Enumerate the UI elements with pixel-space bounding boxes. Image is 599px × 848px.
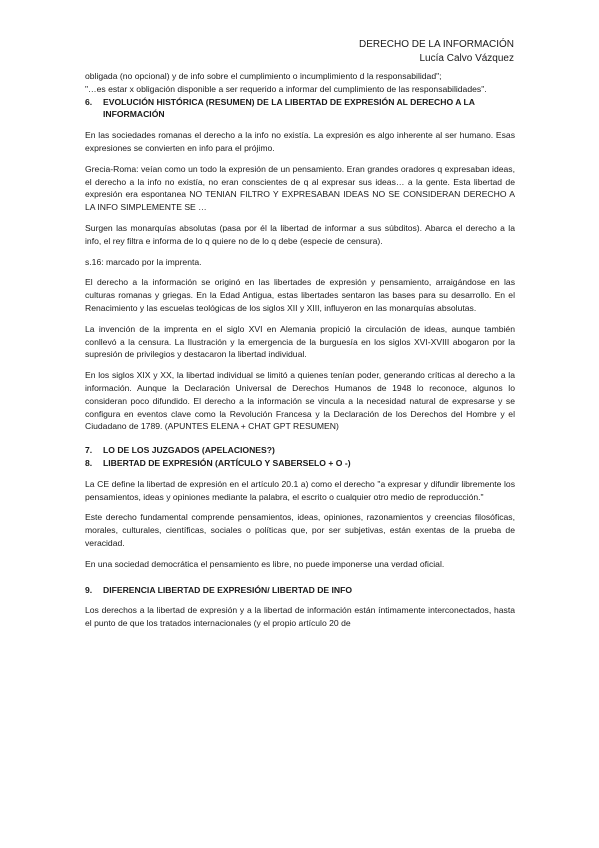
section-heading-9 bbox=[85, 584, 515, 597]
section-heading-8 bbox=[85, 457, 515, 470]
paragraph: En las sociedades romanas el derecho a la info no existía. La expresión es algo inherente al ser humano. Esas expresiones se convierten en info para el prójimo. bbox=[85, 130, 515, 153]
paragraph: La invención de la imprenta en el siglo XVI en Alemania propició la circulación de ideas, aunque también conllevó a la censura. La Ilustración y la emergencia de la burguesía en los siglos XVI-XVIII abogaron por la supresión de privilegios y destacaron la libertad individual. bbox=[85, 323, 515, 360]
document-body bbox=[85, 70, 515, 638]
spacer bbox=[85, 433, 515, 444]
section-title: DIFERENCIA LIBERTAD DE EXPRESIÓN/ LIBERTAD DE INFO bbox=[103, 584, 353, 595]
section-title: EVOLUCIÓN HISTÓRICA (RESUMEN) DE LA LIBERTAD DE EXPRESIÓN AL DERECHO A LA INFORMACIÓN bbox=[103, 96, 475, 120]
paragraph: s.16: marcado por la imprenta. bbox=[85, 256, 202, 267]
section-title: LO DE LOS JUZGADOS (APELACIONES?) bbox=[103, 445, 275, 456]
paragraph: Este derecho fundamental comprende pensamientos, ideas, opiniones, razonamientos y creencias filosóficas, morales, culturales, científicas, sociales o políticas que, por ser subjetivas, están exentas de la prueba de veracidad. bbox=[85, 512, 515, 548]
section-title: LIBERTAD DE EXPRESIÓN (ARTÍCULO Y SABERSELO + O -) bbox=[103, 457, 351, 468]
paragraph: En una sociedad democrática el pensamiento es libre, no puede imponerse una verdad oficial. bbox=[85, 558, 445, 569]
header-title: DERECHO DE LA INFORMACIÓN bbox=[358, 39, 514, 50]
paragraph: obligada (no opcional) y de info sobre el cumplimiento o incumplimiento d la responsabilidad"; bbox=[85, 71, 442, 81]
paragraph: La CE define la libertad de expresión en el artículo 20.1 a) como el derecho "a expresar y difundir libremente los pensamientos, ideas y opiniones mediante la palabra, el escrito o cualquier otro medio de reproducción." bbox=[85, 478, 515, 502]
section-number: 7. bbox=[85, 445, 93, 456]
paragraph: Los derechos a la libertad de expresión y a la libertad de información están íntimamente interconectados, hasta el punto de que los tratados internacionales (y el propio artículo 20 de bbox=[85, 605, 515, 629]
page-header bbox=[359, 38, 514, 66]
paragraph: Grecia-Roma: veían como un todo la expresión de un pensamiento. Eran grandes oradores q expresaban ideas, el derecho a la info no existía, no eran conscientes de q al expresar sus ideas… a la gente. Esta libertad de expresión era espontanea NO TENIAN FILTRO Y EXPRESABAN IDEAS NO SE CONSIDERAN DERECHO A LA INFO SIMPLEMENTE SE … bbox=[85, 163, 515, 213]
section-number: 6. bbox=[85, 96, 93, 107]
section-heading-7 bbox=[85, 444, 515, 457]
paragraph: En los siglos XIX y XX, la libertad individual se limitó a quienes tenían poder, generando críticas al derecho a la información. Aunque la Declaración Universal de Derechos Humanos de 1948 lo reconoce, algunos lo consideran poco difundido. El derecho a la información se vincula a la necesidad natural de expresarse y se configura en eventos clave como la Revolución Francesa y la Declaración de los Derechos del Hombre y el Ciudadano de 1789. (APUNTES ELENA + CHAT GPT RESUMEN) bbox=[85, 370, 515, 432]
section-heading-6 bbox=[85, 96, 515, 122]
paragraph: "…es estar x obligación disponible a ser requerido a informar del cumplimiento de las responsabilidades". bbox=[85, 83, 487, 94]
spacer bbox=[85, 571, 515, 584]
paragraph: Surgen las monarquías absolutas (pasa por él la libertad de informar a sus súbditos). Abarca el derecho a la info, el rey filtra e informa de lo q quiere no de lo q debe (especie de censura). bbox=[85, 222, 515, 246]
header-author: Lucía Calvo Vázquez bbox=[419, 53, 514, 64]
paragraph: El derecho a la información se originó en las libertades de expresión y pensamiento, arraigándose en las culturas romanas y griegas. En la Edad Antigua, estas libertades sentaron las bases para su desarrollo. En el Renacimiento y las escuelas teológicas de los siglos XII y XIII, influyeron en las monarquías absolutas. bbox=[85, 277, 515, 313]
section-number: 8. bbox=[85, 457, 93, 468]
section-number: 9. bbox=[85, 584, 93, 595]
